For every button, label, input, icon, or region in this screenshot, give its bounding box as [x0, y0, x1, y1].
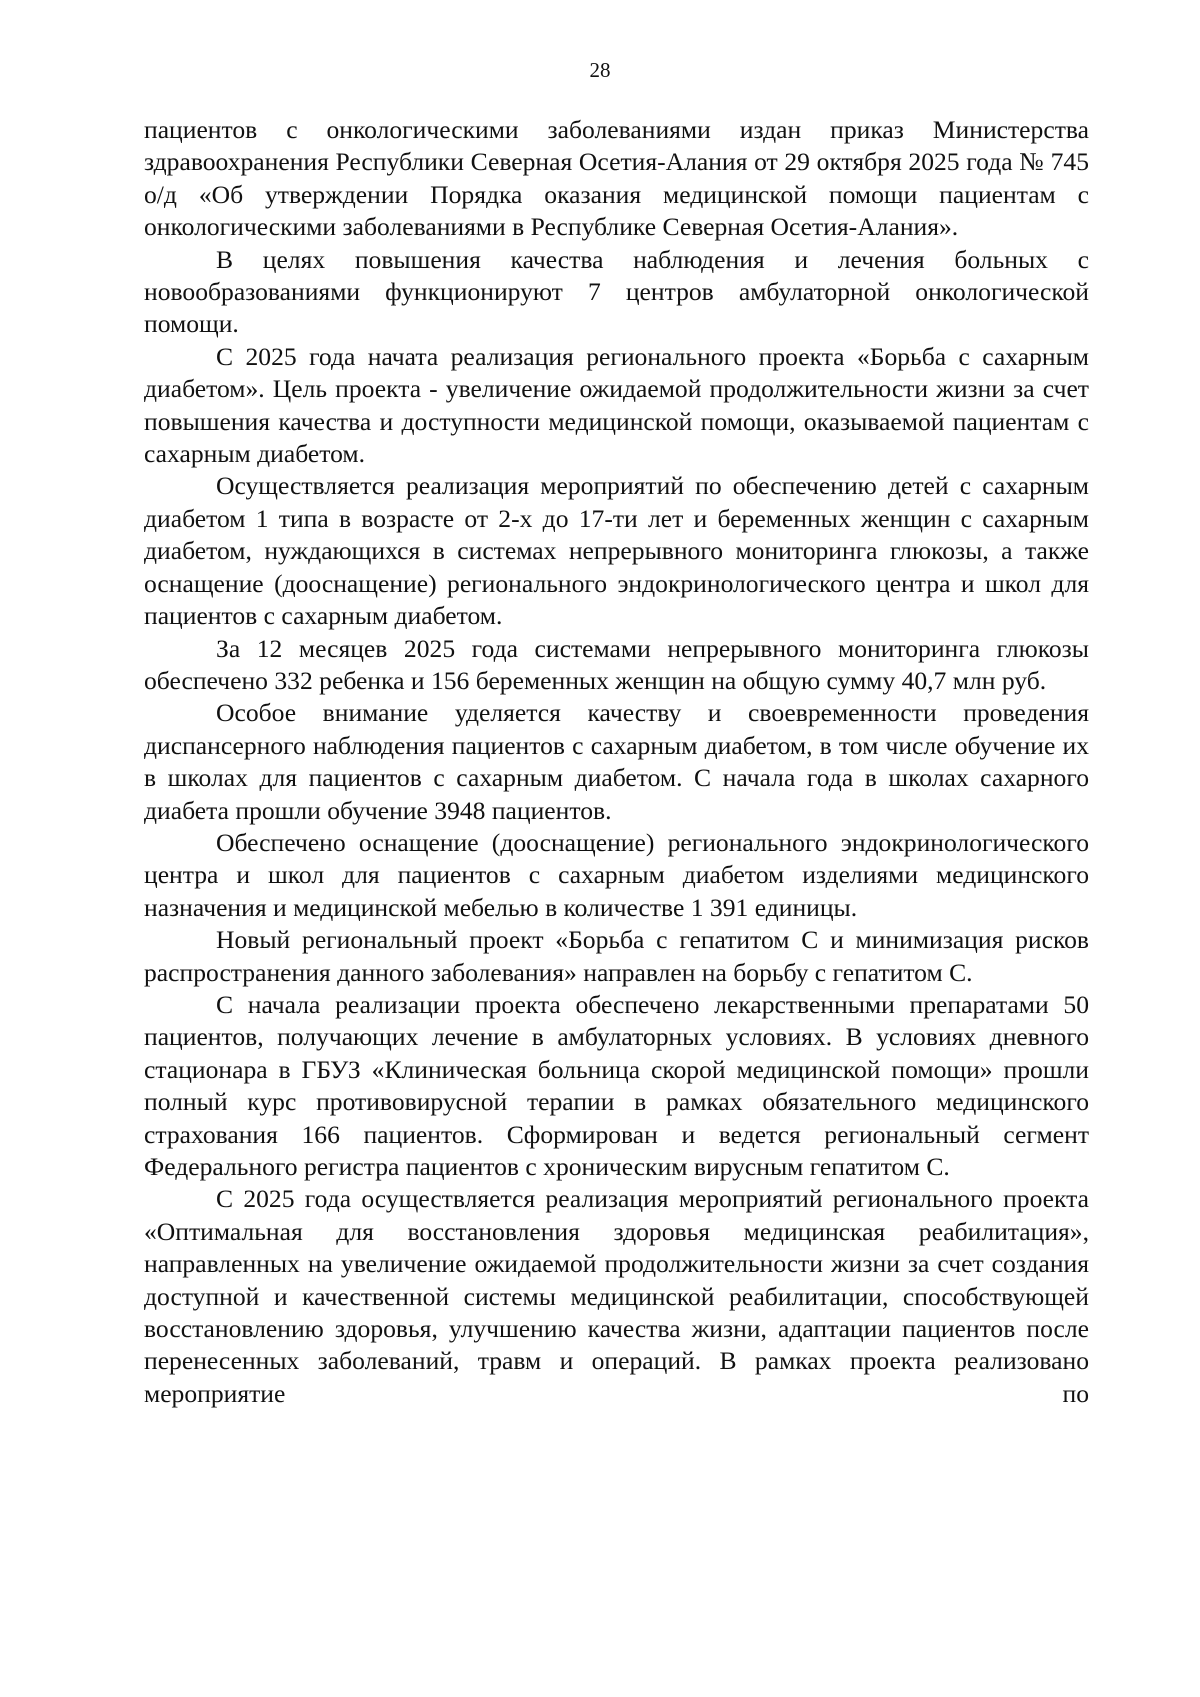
paragraph-diabetes-schools: Особое внимание уделяется качеству и своевременности проведения диспансерного наблюдения пациентов с сахарным диабетом, в том числе обучение их в школах для пациентов с сахарным диабетом. С начала года в школах сахарного диабета прошли обучение 3948 пациентов.	[144, 698, 1089, 825]
paragraph-glucose-monitoring: За 12 месяцев 2025 года системами непрерывного мониторинга глюкозы обеспечено 332 ребенка и 156 беременных женщин на общую сумму 40,7 млн руб.	[144, 633, 1089, 695]
paragraph-rehabilitation-project: С 2025 года осуществляется реализация мероприятий регионального проекта «Оптимальная для восстановления здоровья медицинская реабилитация», направленных на увеличение ожидаемой продолжительности жизни за счет создания доступной и качественной системы медицинской реабилитации, способствующей восстановлению здоровья, улучшению качества жизни, адаптации пациентов после перенесенных заболеваний, травм и операций. В рамках проекта реализовано мероприятие по	[144, 1184, 1089, 1408]
paragraph-diabetes-project: С 2025 года начата реализация регионального проекта «Борьба с сахарным диабетом». Цель проекта - увеличение ожидаемой продолжительности жизни за счет повышения качества и доступности медицинской помощи, оказываемой пациентам с сахарным диабетом.	[144, 341, 1089, 469]
page-number: 28	[589, 58, 611, 82]
paragraph-oncology-order: пациентов с онкологическими заболеваниями издан приказ Министерства здравоохранения Республики Северная Осетия-Алания от 29 октября 2025 года № 745 о/д «Об утверждении Порядка оказания медицинской помощи пациентам с онкологическими заболеваниями в Республике Северная Осетия-Алания».	[144, 115, 1089, 242]
paragraph-hepatitis-project: Новый региональный проект «Борьба с гепатитом С и минимизация рисков распространения данного заболевания» направлен на борьбу с гепатитом С.	[144, 925, 1089, 987]
paragraph-hepatitis-treatment: С начала реализации проекта обеспечено лекарственными препаратами 50 пациентов, получающих лечение в амбулаторных условиях. В условиях дневного стационара в ГБУЗ «Клиническая больница скорой медицинской помощи» прошли полный курс противовирусной терапии в рамках обязательного медицинского страхования 166 пациентов. Сформирован и ведется региональный сегмент Федерального регистра пациентов с хроническим вирусным гепатитом С.	[144, 989, 1089, 1181]
paragraph-diabetes-measures: Осуществляется реализация мероприятий по обеспечению детей с сахарным диабетом 1 типа в возрасте от 2-х до 17-ти лет и беременных женщин с сахарным диабетом, нуждающихся в системах непрерывного мониторинга глюкозы, а также оснащение (дооснащение) регионального эндокринологического центра и школ для пациентов с сахарным диабетом.	[144, 471, 1089, 631]
document-body	[144, 114, 1089, 1410]
paragraph-endocrinology-equipment: Обеспечено оснащение (дооснащение) регионального эндокринологического центра и школ для пациентов с сахарным диабетом изделиями медицинского назначения и медицинской мебелью в количестве 1 391 единицы.	[144, 827, 1089, 922]
paragraph-oncology-centers: В целях повышения качества наблюдения и лечения больных с новообразованиями функционируют 7 центров амбулаторной онкологической помощи.	[144, 244, 1089, 339]
